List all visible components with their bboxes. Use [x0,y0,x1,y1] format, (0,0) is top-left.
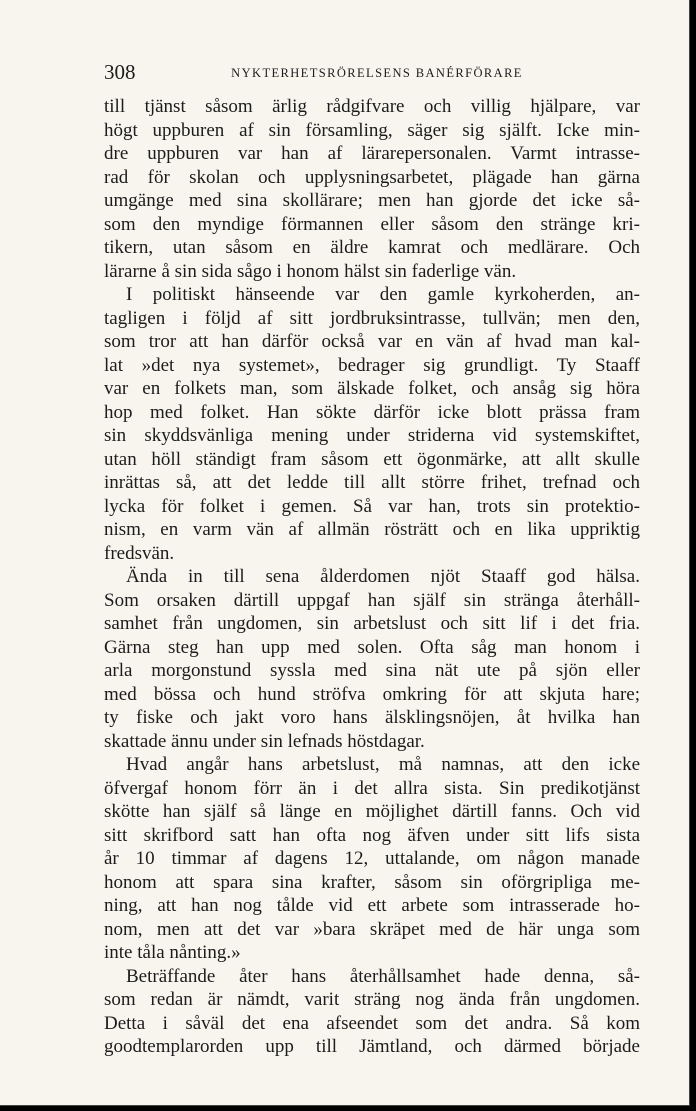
text-line: sin skyddsvänliga mening under striderna vid systemskiftet, [104,425,640,446]
text-line: dre uppburen var han af lärarepersonalen. Varmt intrasse- [104,143,640,164]
text-line: Som orsaken därtill uppgaf han själf sin stränga återhåll- [104,589,640,611]
body-text [104,95,640,1059]
text-line: till tjänst såsom ärlig rådgifvare och villig hjälpare, var [104,96,640,117]
text-line: umgänge med sina skollärare; men han gjorde det icke så- [104,190,640,211]
text-line: lat »det nya systemet», bedrager sig grundligt. Ty Staaff [104,354,640,376]
text-line: Hvad angår hans arbetslust, må namnas, att den icke [126,754,640,775]
text-line: inrättas så, att det ledde till allt större frihet, trefnad och [104,472,640,493]
text-line: Beträffande åter hans återhållsamhet hade denna, så- [126,965,640,987]
text-line: som tror att han därför också var en vän af hvad man kal- [104,331,640,352]
text-line: ning, att han nog tålde vid ett arbete som intrasserade ho- [104,895,640,916]
running-title: NYKTERHETSRÖRELSENS BANÉRFÖRARE [231,66,523,80]
text-line: som redan är nämdt, varit sträng nog ända från ungdomen. [104,989,640,1010]
text-line: Gärna steg han upp med solen. Ofta såg man honom i [104,636,640,658]
text-line: som den myndige förmannen eller såsom den stränge kri- [104,213,640,235]
text-line: tagligen i följd af sitt jordbruksintrasse, tullvän; men den, [104,307,640,329]
text-line: inte tåla nånting.» [104,942,241,963]
text-line: lärarne å sin sida sågo i honom hälst sin faderlige vän. [104,260,517,282]
text-line: utan höll ständigt fram såsom ett ögonmärke, att allt skulle [104,448,640,470]
page-number: 308 [104,60,136,84]
text-line: goodtemplarorden upp till Jämtland, och därmed började [104,1036,640,1057]
text-line: öfvergaf honom förr än i det allra sista. Sin predikotjänst [104,777,640,799]
text-line: lycka för folket i gemen. Så var han, trots sin protektio- [104,495,640,517]
text-line: högt uppburen af sin församling, säger sig själft. Icke min- [104,119,640,141]
text-line: var en folkets man, som älskade folket, och ansåg sig höra [104,378,640,399]
text-line: fredsvän. [104,542,175,564]
text-line: rad för skolan och upplysningsarbetet, plägade han gärna [104,166,640,188]
text-line: Detta i såväl det ena afseendet som det andra. Så kom [104,1012,640,1034]
text-line: skötte han själf så länge en möjlighet därtill fanns. Och vid [104,801,640,822]
text-line: ty fiske och jakt voro hans älsklingsnöjen, åt hvilka han [104,707,640,728]
text-line: samhet från ungdomen, sin arbetslust och sitt lif i det fria. [104,613,640,634]
text-line: nom, men att det var »bara skräpet med de här unga som [104,918,640,940]
text-line: skattade ännu under sin lefnads höstdagar. [104,730,425,752]
text-line: honom att spara sina krafter, såsom sin oförgripliga me- [104,871,640,893]
text-line: med bössa och hund ströfva omkring för att skjuta hare; [104,683,640,705]
text-line: tikern, utan såsom en äldre kamrat och medlärare. Och [104,237,640,258]
text-line: hop med folket. Han sökte därför icke blott prässa fram [104,401,640,423]
text-line: sitt skrifbord satt han ofta nog äfven under sitt lifs sista [104,824,640,846]
text-line: arla morgonstund syssla med sina nät ute på sjön eller [104,660,640,681]
text-line: Ända in till sena ålderdomen njöt Staaff god hälsa. [126,566,640,587]
text-line: I politiskt hänseende var den gamle kyrkoherden, an- [126,284,640,305]
text-line: år 10 timmar af dagens 12, uttalande, om någon manade [104,848,640,869]
text-line: nism, en varm vän af allmän rösträtt och en lika uppriktig [104,519,640,540]
page-header [104,60,640,90]
